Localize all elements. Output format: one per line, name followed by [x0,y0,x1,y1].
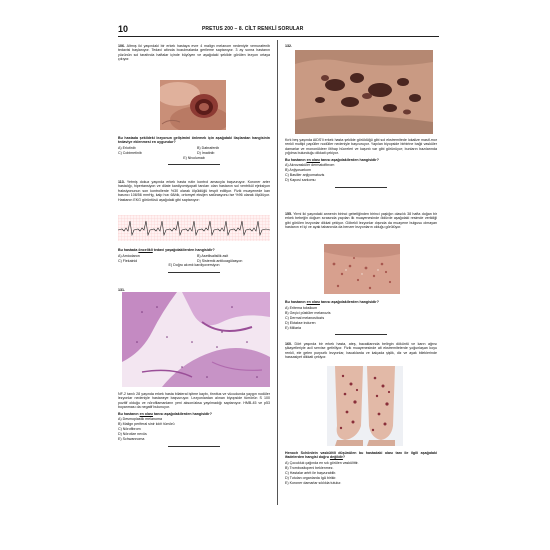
header-rule [118,36,439,37]
question-body: Dört yaşında bir erkek hasta, ateş, bacaklarında belirgin döküntü ve karın ağrısı şikayetleriyle acil servise getiriliyor. Fizik muayenesinde alt ekstremitelerde yoğunlaşan koyu renkli, ele gelen purpurik lezyonlar, bacaklarda ve kalçada şişlik, diz ve ayak bileklerinde hassasiyet dikkati çekiyor. [285,342,438,360]
book-title: PRETUS 200 – 8. CİLT RENKLİ SORULAR [202,26,304,32]
option-b[interactable]: B) Geçici püstüler melanozis [285,310,331,315]
option-c[interactable]: C) Flekainid [118,258,138,263]
question-body: NF-2 tanılı 28 yaşında erkek hasta bilateral işitme kaybı, tinnitus ve vücudunda yaygın nodüler lezyonlar nedeniyle hastaneye başvuruyor. Lezyonlardan alınan biyopside tümörün S 100 pozitif olduğu ve nörofilamanların yeni akson/aksa yayılmadığı saptanıyor. HMB-45 ve p53 boyanması da negatif bulunuyor. [118,392,270,410]
column-divider [277,40,278,505]
option-b[interactable]: B) Dabrafenib [197,146,220,151]
option-a[interactable]: A) Çocukluk çağında en sık görülen vaskülittir. [285,461,359,466]
kaposi-leg-photo [295,50,433,134]
question-155-options [285,298,437,335]
option-a[interactable]: A) Amiodaron [118,253,140,258]
question-stem: Bu hastanın en olası tanısı aşağıdakilerden hangisidir? [285,300,379,304]
question-number: 155. [285,212,292,216]
question-113 [118,180,270,202]
option-c[interactable]: C) Hastalar artrit ile başvurabilir. [285,471,337,476]
option-c[interactable]: C) Cobimetinib [118,151,142,156]
question-body: Kırk beş yaşında AIDS'li erkek hasta şekilde görüldüğü gibi sol ekstremitede lokalize masif-mor renkli multipl papüller nodüller nedeniyle başvuruyor. Yapılan biyopside birbirine bağlı vasküler damarlar ve mononükleer iltihap hücreleri ve kaşıntı var gibi görünüyor; bunların bazılarında yığılma bulunduğu dikkati çekiyor. [285,138,437,156]
option-e[interactable]: E) Schwannoma [118,437,145,442]
separator [168,272,220,273]
question-160 [285,342,437,360]
face-lesion-photo [160,80,226,130]
option-a[interactable]: A) Eritema toksikum [285,305,318,310]
option-a[interactable]: A) Desmoplastik melanoma [118,417,162,422]
question-132 [285,138,437,188]
option-d[interactable]: D) Sistemik antikoagülasyon [197,258,243,263]
option-a[interactable]: A) Erlotinib [118,146,136,151]
option-d[interactable]: D) Tutulan organlarda IgA birikir. [285,476,337,481]
newborn-skin-photo [324,244,400,294]
option-d[interactable]: D) Kaposi sarkomu [285,178,316,183]
ecg-strip [118,215,270,241]
question-131 [118,392,270,447]
option-e[interactable]: E) Doğru akımlı kardiyoversiyon [168,263,220,268]
question-stem: Bu hastada öncelikli tedavi yaşağıdakilerden hangisidir? [118,248,215,252]
separator [168,446,220,447]
question-body: Altmış iki yaşındaki bir erkek hastaya evre 4 malign melanom nedeniyle vemurafenib tedavisi başlanıyor. Tedavi altında bozulmalarda gerileme saptanıyor. 3 ay sonra hastanın yüzünün sol tarafında haftalar içinde büyüyen ve aşağıdaki şekilde görülen lezyon ortaya çıkıyor. [118,44,270,62]
question-155 [285,212,437,230]
option-c[interactable]: C) Nörofibrom [118,427,141,432]
option-d[interactable]: D) Ektakse induren [285,320,316,325]
option-b[interactable]: B) Asetilsalisilik asit [197,253,229,258]
question-stem: Bu hastanın en olası tanısı aşağıdakilerden hangisidir? [285,157,379,162]
option-c[interactable]: C) Basiller anjiyomatozis [285,173,325,178]
option-c[interactable]: C) Dermal melanositozis [285,315,325,320]
option-e[interactable]: E) Nivolumab [183,155,205,160]
question-number: 113. [118,180,125,184]
question-stem: Henoch Schönlein vaskülitli düşünülen bu hastadaki olası tanı ile ilgili aşağıdaki ifadelerden hangisi doğru değildir? [285,451,437,460]
separator [335,187,387,188]
purpura-legs-photo [327,366,403,446]
question-160-options [285,449,437,486]
separator [168,164,220,165]
option-e[interactable]: E) Koroner damarlar sıklıkla tutulur. [285,481,342,486]
question-stem: Bu hastada şekildeki lezyonun gelişimini önlemek için aşağıdaki ilaçlardan hangisinin tedaviye eklenmesi en uygundur? [118,136,270,145]
question-number: 160. [285,342,292,346]
separator [335,334,387,335]
option-d[interactable]: D) Nörotize nevüs [118,432,147,437]
option-b[interactable]: B) Trombositopeni beklenmez. [285,466,334,471]
question-131-number: 131. [118,288,125,292]
question-body: Yetmiş dokuz yaşında erkek hasta rutin kontrol amacıyla başvuruyor. Koroner arter hastalığı, hipertansiyon ve dilate kardiyomiyopati tanıları olan hastanın sol ventrikül ejeksiyon fraksiyonunun son kontrollerde %30 olarak ölçüldüğü tespit ediliyor. Fizik muayenede kan basıncı 108/56 mmHg, kalp hızı 68/dk, ortomyel eksijen satürasyonu ise %96 olarak ölçülüyor. Hastanın EKG görüntüsü aşağıdaki gibi saptanıyor: [118,180,270,202]
option-a[interactable]: A) Akrovasküler dermatofibrom [285,163,335,168]
histology-photo [122,292,270,387]
question-106 [118,44,270,62]
option-b[interactable]: B) Malign periferal sinir kılıfı tümörü [118,422,175,427]
question-132-number: 132. [285,44,292,48]
question-stem: Bu hastanın en olası tanısı aşağıdakilerden hangisidir? [118,411,212,416]
page-number: 10 [118,24,129,34]
question-number: 106. [118,44,125,48]
question-body: Yirmi iki yaşındaki annenin birinci gebeliğinden birinci yaşlığın olasılık 38 hafta doğan bir erkek bebeğin doğum sırasında yapılan ilk muayenesinde öldürde aşağıdaki resimde verildiği gibi görülen lezyonlar dikkat çekiyor. Göbekli lezyonlar dışında da muayene bulgusu olmayan hastanın el içi ve ayak tabanında da benzer lezyonların olduğu görülüyor. [285,212,438,230]
option-e[interactable]: E) Miliaria [285,325,301,330]
question-106-options [118,134,270,165]
option-d[interactable]: D) İmatinib [197,151,215,156]
option-b[interactable]: B) Anjiyosarkom [285,168,311,173]
page-header [118,24,438,35]
question-113-options [118,246,270,273]
